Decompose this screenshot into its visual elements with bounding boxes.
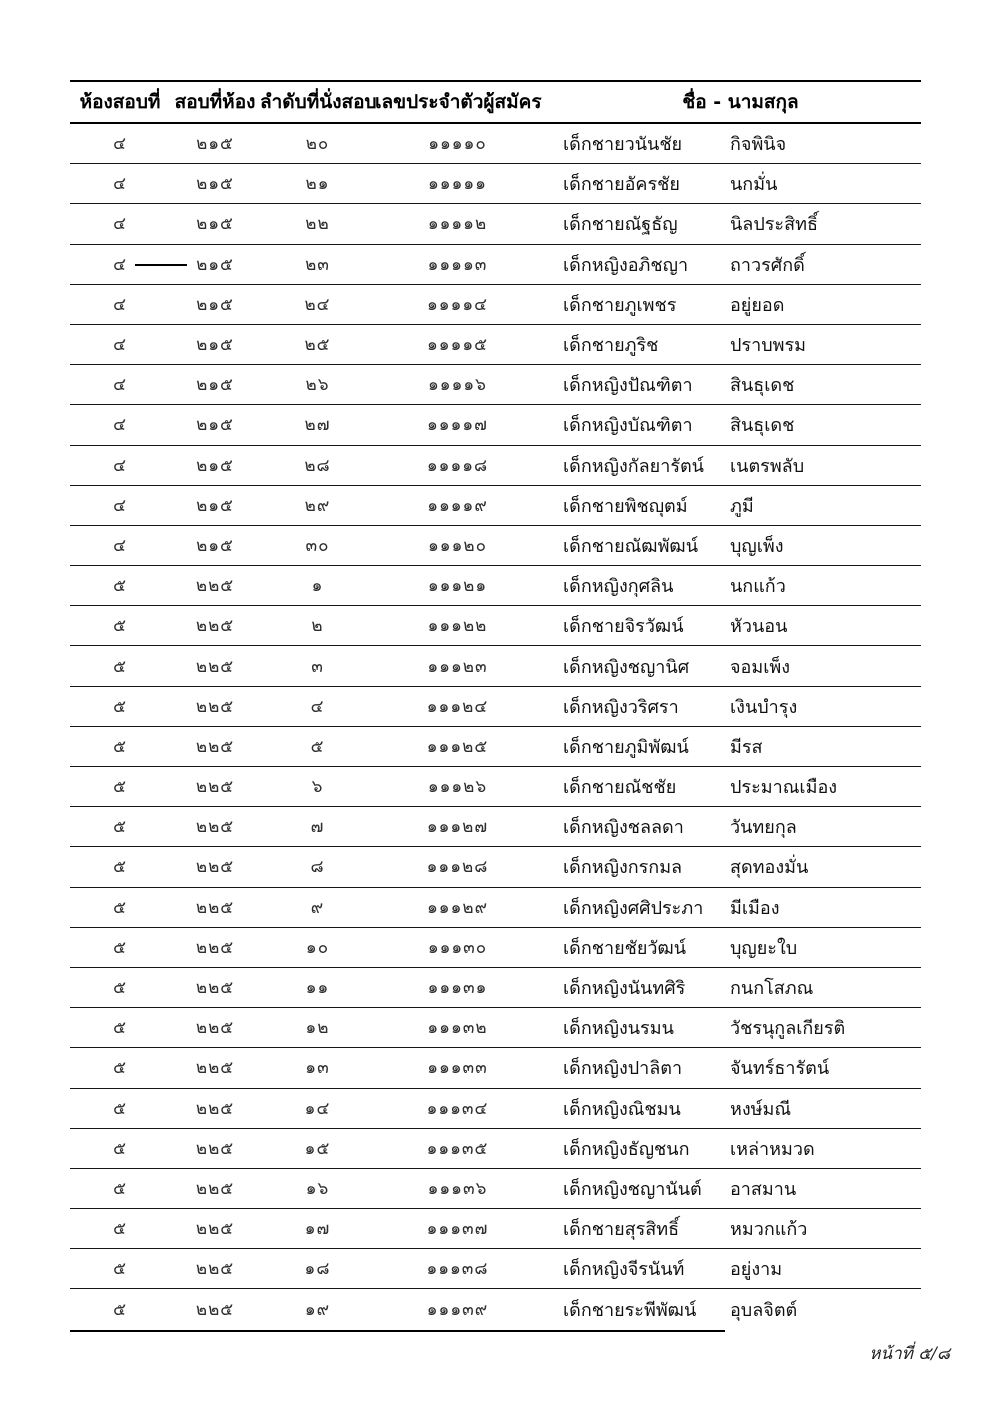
cell-exam-at-room: ๒๒๕ xyxy=(195,696,235,717)
cell-applicant-id: ๑๑๑๑๗ xyxy=(427,415,488,436)
cell-exam-at-room: ๒๒๕ xyxy=(195,1098,235,1119)
cell-last-name: เนตรพลับ xyxy=(730,455,805,477)
cell-seat-order: ๙ xyxy=(310,897,325,918)
cell-seat-order: ๒๕ xyxy=(304,335,331,356)
cell-exam-at-room: ๒๒๕ xyxy=(195,1219,235,1240)
cell-exam-at-room: ๒๑๕ xyxy=(196,134,234,155)
table-row xyxy=(70,767,921,807)
cell-exam-room-number: ๕ xyxy=(113,1300,127,1321)
cell-first-name: เด็กหญิงจีรนันท์ xyxy=(563,1259,685,1281)
cell-seat-order: ๑๕ xyxy=(304,1138,331,1159)
cell-exam-at-room: ๒๒๕ xyxy=(195,937,235,958)
cell-first-name: เด็กชายณัฐธัญ xyxy=(563,214,678,236)
cell-exam-room-number: ๔ xyxy=(113,375,127,396)
cell-first-name: เด็กหญิงอภิชญา xyxy=(563,254,689,276)
table-row xyxy=(70,1289,921,1329)
cell-exam-room-number: ๕ xyxy=(113,696,127,717)
cell-last-name: นกแก้ว xyxy=(730,576,786,598)
cell-exam-at-room: ๒๑๕ xyxy=(196,535,234,556)
cell-exam-at-room: ๒๑๕ xyxy=(196,254,234,275)
cell-seat-order: ๑๐ xyxy=(305,937,330,958)
table-row xyxy=(70,1169,921,1209)
cell-last-name: อุบลจิตต์ xyxy=(730,1300,798,1322)
cell-last-name: จอมเพ็ง xyxy=(730,656,791,678)
cell-applicant-id: ๑๑๑๒๔ xyxy=(426,696,489,717)
cell-exam-room-number: ๕ xyxy=(113,616,127,637)
cell-last-name: หมวกแก้ว xyxy=(730,1219,808,1241)
cell-applicant-id: ๑๑๑๓๗ xyxy=(426,1219,489,1240)
table-row xyxy=(70,928,921,968)
cell-applicant-id: ๑๑๑๑๓ xyxy=(427,254,488,275)
table-row xyxy=(70,405,921,445)
cell-exam-at-room: ๒๒๕ xyxy=(195,1259,235,1280)
table-row xyxy=(70,1089,921,1129)
header-full-name: ชื่อ - นามสกุล xyxy=(682,91,799,113)
cell-seat-order: ๘ xyxy=(310,857,325,878)
cell-seat-order: ๓๐ xyxy=(305,535,330,556)
cell-exam-room-number: ๕ xyxy=(113,937,127,958)
header-exam-at-room: สอบที่ห้อง xyxy=(174,91,256,113)
table-row xyxy=(70,526,921,566)
cell-exam-at-room: ๒๑๕ xyxy=(196,495,234,516)
cell-applicant-id: ๑๑๑๓๒ xyxy=(427,1018,488,1039)
table-row xyxy=(70,204,921,244)
cell-exam-room-number: ๕ xyxy=(113,857,127,878)
cell-applicant-id: ๑๑๑๓๑ xyxy=(427,978,488,999)
cell-first-name: เด็กหญิงวริศรา xyxy=(563,696,679,718)
cell-first-name: เด็กหญิงชญานันต์ xyxy=(563,1178,702,1200)
cell-first-name: เด็กหญิงกุศลิน xyxy=(563,576,674,598)
cell-first-name: เด็กหญิงธัญชนก xyxy=(563,1138,690,1160)
cell-first-name: เด็กชายอัครชัย xyxy=(563,174,680,196)
cell-first-name: เด็กชายภูเพชร xyxy=(563,294,677,316)
cell-first-name: เด็กหญิงกรกมล xyxy=(563,857,683,879)
header-exam-room-number: ห้องสอบที่ xyxy=(79,91,161,113)
cell-last-name: บุญเพ็ง xyxy=(730,535,784,557)
cell-applicant-id: ๑๑๑๑๔ xyxy=(426,294,489,315)
cell-first-name: เด็กหญิงปาลิตา xyxy=(563,1058,683,1080)
cell-exam-room-number: ๕ xyxy=(113,656,127,677)
cell-last-name: อาสมาน xyxy=(730,1178,797,1200)
cell-seat-order: ๒๗ xyxy=(304,415,331,436)
cell-applicant-id: ๑๑๑๑๑ xyxy=(428,174,487,195)
table-bottom-border-partial xyxy=(70,1330,725,1332)
cell-seat-order: ๒๒ xyxy=(305,214,330,235)
cell-first-name: เด็กชายภูมิพัฒน์ xyxy=(563,736,689,758)
cell-first-name: เด็กชายวนันชัย xyxy=(563,134,683,156)
cell-exam-room-number: ๕ xyxy=(113,1178,127,1199)
cell-exam-at-room: ๒๑๕ xyxy=(196,415,234,436)
cell-applicant-id: ๑๑๑๒๐ xyxy=(428,535,487,556)
cell-exam-room-number: ๔ xyxy=(113,174,127,195)
cell-exam-at-room: ๒๑๕ xyxy=(196,375,234,396)
cell-first-name: เด็กชายชัยวัฒน์ xyxy=(563,937,687,959)
cell-seat-order: ๒๘ xyxy=(304,455,331,476)
cell-last-name: บุญยะใบ xyxy=(730,937,798,959)
cell-exam-room-number: ๔ xyxy=(113,214,127,235)
table-row xyxy=(70,606,921,646)
cell-first-name: เด็กหญิงกัลยารัตน์ xyxy=(563,455,704,477)
cell-exam-at-room: ๒๒๕ xyxy=(195,1058,235,1079)
cell-last-name: สินธุเดช xyxy=(730,415,795,437)
cell-last-name: ประมาณเมือง xyxy=(730,777,838,799)
cell-last-name: อยู่งาม xyxy=(730,1259,783,1281)
cell-exam-room-number: ๕ xyxy=(113,897,127,918)
cell-last-name: สุดทองมั่น xyxy=(730,857,809,879)
cell-first-name: เด็กชายระพีพัฒน์ xyxy=(563,1300,697,1322)
cell-exam-room-number: ๕ xyxy=(113,1098,127,1119)
cell-applicant-id: ๑๑๑๓๙ xyxy=(426,1300,489,1321)
cell-exam-room-number: ๕ xyxy=(113,777,127,798)
cell-seat-order: ๒๙ xyxy=(304,495,331,516)
cell-exam-room-number: ๕ xyxy=(113,736,127,757)
cell-applicant-id: ๑๑๑๒๑ xyxy=(427,576,488,597)
stray-dash-mark xyxy=(135,264,187,266)
header-applicant-id: เลขประจำตัวผู้สมัคร xyxy=(375,91,542,113)
table-row xyxy=(70,847,921,887)
cell-exam-room-number: ๔ xyxy=(113,294,127,315)
table-row xyxy=(70,164,921,204)
cell-applicant-id: ๑๑๑๓๘ xyxy=(426,1259,489,1280)
cell-exam-at-room: ๒๒๕ xyxy=(195,817,235,838)
cell-applicant-id: ๑๑๑๓๕ xyxy=(426,1138,489,1159)
table-header-row xyxy=(70,80,921,124)
cell-applicant-id: ๑๑๑๒๖ xyxy=(427,777,488,798)
cell-exam-room-number: ๕ xyxy=(113,1058,127,1079)
cell-applicant-id: ๑๑๑๒๘ xyxy=(426,857,489,878)
cell-last-name: หัวนอน xyxy=(730,616,788,638)
cell-exam-at-room: ๒๑๕ xyxy=(196,455,234,476)
cell-exam-room-number: ๔ xyxy=(113,415,127,436)
table-row xyxy=(70,807,921,847)
cell-last-name: เหล่าหมวด xyxy=(730,1138,815,1160)
cell-seat-order: ๕ xyxy=(310,736,325,757)
table-row xyxy=(70,124,921,164)
cell-last-name: อยู่ยอด xyxy=(730,294,785,316)
cell-exam-room-number: ๕ xyxy=(113,817,127,838)
cell-last-name: วันทยกุล xyxy=(730,817,797,839)
table-body xyxy=(70,124,921,1330)
cell-last-name: นิลประสิทธิ์ xyxy=(730,214,818,236)
cell-first-name: เด็กชายภูริช xyxy=(563,335,659,357)
table-row xyxy=(70,486,921,526)
cell-applicant-id: ๑๑๑๒๗ xyxy=(426,817,489,838)
cell-exam-at-room: ๒๒๕ xyxy=(195,1300,235,1321)
cell-exam-room-number: ๔ xyxy=(113,535,127,556)
cell-seat-order: ๑๘ xyxy=(304,1259,331,1280)
header-seat-order: ลำดับที่นั่งสอบ xyxy=(260,91,377,113)
cell-exam-at-room: ๒๑๕ xyxy=(196,174,234,195)
cell-seat-order: ๒๖ xyxy=(305,375,330,396)
cell-seat-order: ๑๙ xyxy=(304,1300,331,1321)
table-row xyxy=(70,245,921,285)
table-row xyxy=(70,1048,921,1088)
cell-applicant-id: ๑๑๑๒๒ xyxy=(427,616,488,637)
cell-last-name: ปราบพรม xyxy=(730,335,807,357)
cell-last-name: จันทร์ธารัตน์ xyxy=(730,1058,830,1080)
cell-applicant-id: ๑๑๑๓๔ xyxy=(426,1098,489,1119)
cell-last-name: เงินบำรุง xyxy=(730,696,798,718)
cell-exam-at-room: ๒๑๕ xyxy=(196,214,234,235)
exam-seating-table xyxy=(70,80,921,1330)
cell-seat-order: ๒ xyxy=(311,616,324,637)
table-row xyxy=(70,1209,921,1249)
cell-last-name: กิจพินิจ xyxy=(730,134,787,156)
cell-exam-room-number: ๕ xyxy=(113,1018,127,1039)
cell-seat-order: ๑๖ xyxy=(305,1178,330,1199)
cell-last-name: หงษ์มณี xyxy=(730,1098,792,1120)
cell-seat-order: ๒๐ xyxy=(305,134,330,155)
cell-first-name: เด็กหญิงชลลดา xyxy=(563,817,684,839)
cell-first-name: เด็กหญิงศศิประภา xyxy=(563,897,704,919)
cell-exam-at-room: ๒๒๕ xyxy=(195,576,235,597)
cell-seat-order: ๒๓ xyxy=(305,254,330,275)
cell-applicant-id: ๑๑๑๑๙ xyxy=(427,495,488,516)
cell-last-name: นกมั่น xyxy=(730,174,778,196)
cell-seat-order: ๗ xyxy=(310,817,325,838)
cell-exam-room-number: ๔ xyxy=(113,335,127,356)
cell-last-name: มีรส xyxy=(730,736,763,758)
cell-seat-order: ๑๓ xyxy=(305,1058,330,1079)
cell-exam-room-number: ๔ xyxy=(113,134,127,155)
cell-exam-at-room: ๒๒๕ xyxy=(195,978,235,999)
cell-first-name: เด็กหญิงบัณฑิตา xyxy=(563,415,693,437)
cell-first-name: เด็กชายณัชชัย xyxy=(563,777,677,799)
cell-first-name: เด็กชายพิชญุตม์ xyxy=(563,495,688,517)
cell-last-name: วัชรนุกูลเกียรติ xyxy=(730,1018,846,1040)
cell-first-name: เด็กหญิงนันทศิริ xyxy=(563,978,686,1000)
cell-exam-at-room: ๒๒๕ xyxy=(195,656,235,677)
cell-exam-room-number: ๕ xyxy=(113,978,127,999)
cell-seat-order: ๑๒ xyxy=(305,1018,330,1039)
cell-last-name: ถาวรศักดิ์ xyxy=(730,254,805,276)
cell-exam-at-room: ๒๑๕ xyxy=(196,335,234,356)
table-row xyxy=(70,446,921,486)
cell-seat-order: ๑ xyxy=(311,576,324,597)
cell-exam-room-number: ๕ xyxy=(113,1138,127,1159)
cell-last-name: กนกโสภณ xyxy=(730,978,814,1000)
table-row xyxy=(70,1008,921,1048)
cell-exam-at-room: ๒๒๕ xyxy=(195,777,235,798)
cell-first-name: เด็กหญิงณิชมน xyxy=(563,1098,681,1120)
cell-applicant-id: ๑๑๑๓๖ xyxy=(427,1178,488,1199)
table-row xyxy=(70,727,921,767)
cell-exam-room-number: ๔ xyxy=(113,495,127,516)
cell-seat-order: ๖ xyxy=(311,777,324,798)
table-row xyxy=(70,365,921,405)
cell-applicant-id: ๑๑๑๒๕ xyxy=(426,736,489,757)
cell-exam-room-number: ๕ xyxy=(113,1259,127,1280)
cell-seat-order: ๒๔ xyxy=(304,294,331,315)
cell-exam-room-number: ๕ xyxy=(113,576,127,597)
cell-exam-at-room: ๒๒๕ xyxy=(195,736,235,757)
cell-seat-order: ๒๑ xyxy=(305,174,330,195)
table-row xyxy=(70,968,921,1008)
table-row xyxy=(70,1249,921,1289)
cell-exam-at-room: ๒๒๕ xyxy=(195,1018,235,1039)
cell-applicant-id: ๑๑๑๑๐ xyxy=(428,134,487,155)
table-row xyxy=(70,325,921,365)
cell-last-name: สินธุเดช xyxy=(730,375,795,397)
cell-first-name: เด็กชายสุรสิทธิ์ xyxy=(563,1219,680,1241)
cell-exam-at-room: ๒๒๕ xyxy=(195,1178,235,1199)
table-row xyxy=(70,687,921,727)
cell-first-name: เด็กหญิงนรมน xyxy=(563,1018,674,1040)
cell-seat-order: ๔ xyxy=(310,696,325,717)
cell-exam-room-number: ๔ xyxy=(113,455,127,476)
cell-exam-at-room: ๒๒๕ xyxy=(195,857,235,878)
cell-last-name: มีเมือง xyxy=(730,897,780,919)
cell-applicant-id: ๑๑๑๑๕ xyxy=(426,335,489,356)
cell-last-name: ภูมี xyxy=(730,495,754,517)
cell-applicant-id: ๑๑๑๑๘ xyxy=(426,455,489,476)
cell-seat-order: ๓ xyxy=(311,656,324,677)
cell-first-name: เด็กชายจิรวัฒน์ xyxy=(563,616,684,638)
cell-applicant-id: ๑๑๑๓๓ xyxy=(427,1058,488,1079)
table-row xyxy=(70,888,921,928)
cell-first-name: เด็กหญิงชญานิศ xyxy=(563,656,690,678)
cell-applicant-id: ๑๑๑๒๓ xyxy=(427,656,488,677)
cell-seat-order: ๑๑ xyxy=(305,978,330,999)
cell-exam-at-room: ๒๒๕ xyxy=(195,616,235,637)
cell-exam-at-room: ๒๒๕ xyxy=(195,897,235,918)
cell-seat-order: ๑๔ xyxy=(304,1098,331,1119)
table-row xyxy=(70,646,921,686)
cell-applicant-id: ๑๑๑๒๙ xyxy=(426,897,489,918)
cell-exam-room-number: ๕ xyxy=(113,1219,127,1240)
table-row xyxy=(70,566,921,606)
cell-exam-room-number: ๔ xyxy=(113,254,127,275)
cell-applicant-id: ๑๑๑๑๒ xyxy=(427,214,488,235)
cell-applicant-id: ๑๑๑๑๖ xyxy=(428,375,487,396)
cell-applicant-id: ๑๑๑๓๐ xyxy=(427,937,488,958)
table-row xyxy=(70,285,921,325)
cell-first-name: เด็กหญิงปัณฑิตา xyxy=(563,375,693,397)
cell-first-name: เด็กชายณัฒพัฒน์ xyxy=(563,535,698,557)
cell-exam-at-room: ๒๒๕ xyxy=(195,1138,235,1159)
cell-exam-at-room: ๒๑๕ xyxy=(196,294,234,315)
cell-seat-order: ๑๗ xyxy=(304,1219,331,1240)
table-row xyxy=(70,1129,921,1169)
page-number-label: หน้าที่ ๕/๘ xyxy=(869,1344,950,1364)
